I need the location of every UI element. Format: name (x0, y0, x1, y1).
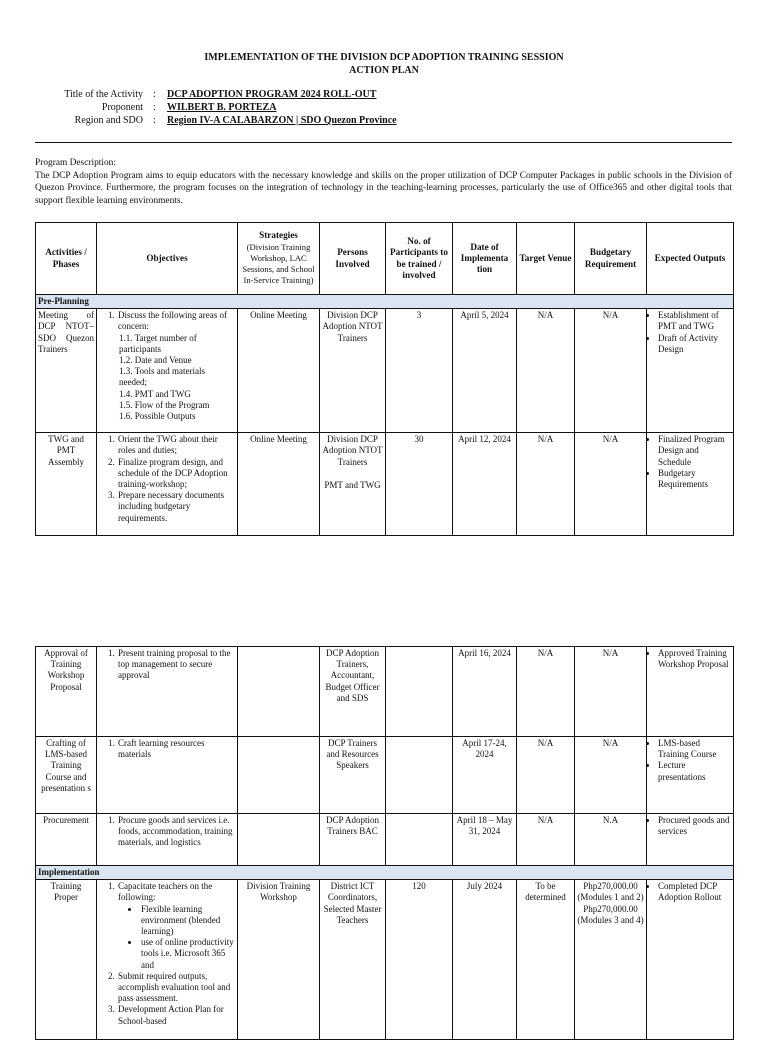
document-subtitle: ACTION PLAN (349, 65, 419, 76)
col-budget: Budgetary Requirement (575, 223, 647, 295)
program-description-heading: Program Description: (35, 158, 116, 168)
activity-cell: Approval of Training Workshop Proposal (36, 647, 97, 737)
list-item: • Budgetary Requirements (658, 468, 731, 490)
list-item: 1.5. Flow of the Program (119, 399, 210, 410)
table-row (36, 814, 734, 866)
action-plan-table-part2 (35, 646, 734, 1040)
outputs-cell (647, 737, 734, 814)
list-item: • Finalized Program Design and Schedule (658, 434, 731, 468)
program-description-text: The DCP Adoption Program aims to equip educators with the necessary knowledge and skills on the proper utilization of DCP Computer Packages in public schools in the Division of Quezon Province. Furthermore, the program focuses on the integration of technology in the teaching-learning processes, particularly the use of Office365 and other digital tools that support flexible learning environments. (35, 170, 732, 206)
strategy-cell (238, 647, 320, 737)
list-item: • Draft of Activity Design (658, 333, 731, 355)
budget-cell: N/A (575, 309, 647, 433)
col-activities: Activities / Phases (36, 223, 97, 295)
activity-cell: Meeting of DCP NTOT–SDO Quezon Trainers (36, 309, 97, 433)
list-item: 1.2. Date and Venue (119, 355, 192, 366)
list-item: 1. Craft learning resources materials (117, 738, 235, 760)
venue-cell: N/A (517, 814, 575, 866)
objectives-cell (97, 433, 238, 536)
persons-cell: DCP Adoption Trainers, Accountant, Budget Officer and SDS (320, 647, 386, 737)
persons-cell: Division DCP Adoption NTOT Trainers PMT and TWG (320, 433, 386, 536)
list-item: • Flexible learning environment (blended learning) (140, 904, 235, 938)
objectives-cell (97, 647, 238, 737)
budget-cell: N/A (575, 737, 647, 814)
budget-cell: N/A (575, 647, 647, 737)
activity-cell: Procurement (36, 814, 97, 866)
venue-cell: N/A (517, 309, 575, 433)
activity-cell: TWG and PMT Assembly (36, 433, 97, 536)
action-plan-table-part1 (35, 222, 734, 536)
participants-cell: 30 (386, 433, 453, 536)
col-persons: Persons Involved (320, 223, 386, 295)
list-item: 3. Prepare necessary documents including budgetary requirements. (117, 490, 235, 524)
budget-cell: N.A (575, 814, 647, 866)
venue-cell: N/A (517, 433, 575, 536)
persons-cell: Division DCP Adoption NTOT Trainers (320, 309, 386, 433)
persons-cell: DCP Adoption Trainers BAC (320, 814, 386, 866)
budget-cell: Php270,000.00 (Modules 1 and 2) Php270,000.00 (Modules 3 and 4) (575, 880, 647, 1040)
list-item: 1. Procure goods and services i.e. foods, accommodation, training materials, and logistics (117, 815, 235, 849)
persons-cell: DCP Trainers and Resources Speakers (320, 737, 386, 814)
venue-cell: N/A (517, 647, 575, 737)
date-cell: April 5, 2024 (453, 309, 517, 433)
participants-cell: 120 (386, 880, 453, 1040)
outputs-cell (647, 647, 734, 737)
list-item: 1. Present training proposal to the top management to secure approval (117, 648, 235, 682)
table-header-row (36, 223, 734, 295)
objectives-cell (97, 814, 238, 866)
list-item: • LMS-based Training Course (658, 738, 731, 760)
outputs-cell (647, 433, 734, 536)
activity-cell: Training Proper (36, 880, 97, 1040)
list-item: 1. Capacitate teachers on the following: • Flexible learning environment (blended learning) • use of online productivity tools i.e. Microsoft 365 and (117, 881, 235, 971)
table-row (36, 433, 734, 536)
col-participants: No. of Participants to be trained / involved (386, 223, 453, 295)
participants-cell (386, 737, 453, 814)
list-item: • Establishment of PMT and TWG (658, 310, 731, 332)
table-row (36, 880, 734, 1040)
document-title: IMPLEMENTATION OF THE DIVISION DCP ADOPTION TRAINING SESSION (204, 52, 564, 63)
date-cell: July 2024 (453, 880, 517, 1040)
participants-cell (386, 647, 453, 737)
list-item: 3. Development Action Plan for School-based (117, 1004, 235, 1026)
program-description (35, 157, 732, 207)
list-item: 1.3. Tools and materials needed; (119, 366, 205, 388)
outputs-cell (647, 309, 734, 433)
table-row (36, 647, 734, 737)
strategy-cell: Division Training Workshop (238, 880, 320, 1040)
list-item: • Completed DCP Adoption Rollout (658, 881, 731, 903)
objectives-cell (97, 880, 238, 1040)
objectives-cell: 1. Discuss the following areas of concern: 1.1. Target number of participants 1.2. Date and Venue 1.3. Tools and materials needed; 1.4. PMT and TWG 1.5. Flow of the Program 1.6. Possible Outputs (97, 309, 238, 433)
list-item: • Lecture presentations (658, 760, 731, 782)
strategy-cell: Online Meeting (238, 309, 320, 433)
date-cell: April 18 – May 31, 2024 (453, 814, 517, 866)
col-strategies: Strategies (Division Training Workshop, LAC Sessions, and School In-Service Training) (238, 223, 320, 295)
col-venue: Target Venue (517, 223, 575, 295)
list-item: 1.1. Target number of participants (119, 332, 197, 354)
table-row (36, 737, 734, 814)
activity-cell: Crafting of LMS-based Training Course and presentation s (36, 737, 97, 814)
outputs-cell (647, 880, 734, 1040)
list-item: 2. Finalize program design, and schedule of the DCP Adoption training-workshop; (117, 457, 235, 491)
participants-cell (386, 814, 453, 866)
venue-cell: N/A (517, 737, 575, 814)
date-cell: April 12, 2024 (453, 433, 517, 536)
persons-cell: District ICT Coordinators, Selected Master Teachers (320, 880, 386, 1040)
date-cell: April 17-24, 2024 (453, 737, 517, 814)
participants-cell: 3 (386, 309, 453, 433)
list-item: 2. Submit required outputs, accomplish evaluation tool and pass assessment. (117, 971, 235, 1005)
objectives-cell (97, 737, 238, 814)
table-row (36, 309, 734, 433)
list-item: • Procured goods and services (658, 815, 731, 837)
list-item: 1.6. Possible Outputs (119, 411, 196, 422)
list-item: • Approved Training Workshop Proposal (658, 648, 731, 670)
list-item: 1.4. PMT and TWG (119, 388, 191, 399)
venue-cell: To be determined (517, 880, 575, 1040)
list-item: 1. Orient the TWG about their roles and duties; (117, 434, 235, 456)
outputs-cell (647, 814, 734, 866)
strategy-cell (238, 814, 320, 866)
list-item: • use of online productivity tools i.e. Microsoft 365 and (140, 937, 235, 971)
strategy-cell (238, 737, 320, 814)
phase-row-implementation: Implementation (36, 866, 734, 880)
strategy-cell: Online Meeting (238, 433, 320, 536)
col-date: Date of Implementa tion (453, 223, 517, 295)
col-objectives: Objectives (97, 223, 238, 295)
budget-cell: N/A (575, 433, 647, 536)
header-divider (35, 142, 732, 143)
date-cell: April 16, 2024 (453, 647, 517, 737)
phase-row-pre-planning: Pre-Planning (36, 295, 734, 309)
col-outputs: Expected Outputs (647, 223, 734, 295)
